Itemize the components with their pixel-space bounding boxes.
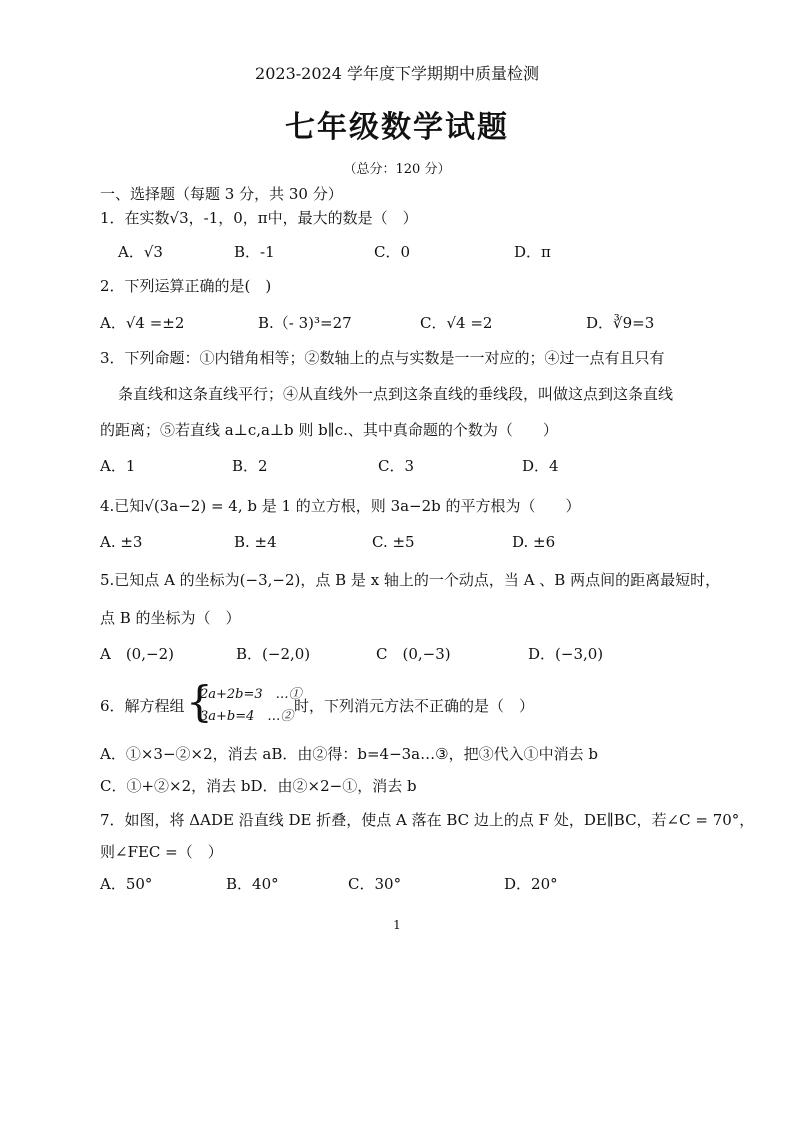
q4-option-d: D. ±6 [512, 533, 556, 551]
q1-option-a: A．√3 [118, 243, 163, 261]
question-1-stem: 1．在实数√3，-1，0，π中，最大的数是（ ） [100, 209, 418, 227]
question-3-line-3: 的距离；⑤若直线 a⊥c,a⊥b 则 b∥c.、其中真命题的个数为（ ） [100, 421, 558, 439]
question-3-line-1: 3．下列命题：①内错角相等；②数轴上的点与实数是一一对应的；④过一点有且只有 [100, 349, 665, 367]
page-title: 七年级数学试题 [285, 110, 509, 145]
q4-option-a: A. ±3 [100, 533, 143, 551]
q1-option-b: B．-1 [234, 243, 275, 261]
q2-option-b: B.（- 3)³=27 [258, 314, 352, 332]
q2-option-d: D．∛9=3 [586, 314, 655, 332]
q5-option-d: D．(−3,0) [528, 645, 604, 663]
equation-1: 2a+2b=3 …① [200, 687, 302, 702]
q3-option-c: C．3 [378, 457, 415, 475]
exam-period: 2023-2024 学年度下学期期中质量检测 [255, 64, 539, 83]
section-heading: 一、选择题（每题 3 分，共 30 分） [100, 185, 343, 203]
q4-option-c: C. ±5 [372, 533, 415, 551]
q7-option-b: B．40° [226, 875, 279, 893]
q5-option-a: A (0,−2) [100, 645, 174, 663]
q4-option-b: B. ±4 [234, 533, 277, 551]
question-6-lead: 6．解方程组 [100, 697, 185, 715]
q6-options-ab: A．①×3−②×2，消去 aB．由②得：b=4−3a…③，把③代入①中消去 b [100, 745, 598, 763]
total-score: （总分：120 分） [343, 162, 451, 177]
q3-option-d: D．4 [522, 457, 559, 475]
question-7-line-1: 7．如图，将 ΔADE 沿直线 DE 折叠，使点 A 落在 BC 边上的点 F 处，DE∥BC，若∠C = 70°， [100, 811, 755, 829]
question-5-line-1: 5.已知点 A 的坐标为(−3,−2)，点 B 是 x 轴上的一个动点，当 A 、B 两点间的距离最短时， [100, 571, 721, 589]
q2-option-c: C．√4 =2 [420, 314, 493, 332]
q5-option-b: B．(−2,0) [236, 645, 311, 663]
q7-option-c: C．30° [348, 875, 402, 893]
question-3-line-2: 条直线和这条直线平行；④从直线外一点到这条直线的垂线段，叫做这点到这条直线 [118, 385, 674, 403]
question-4-stem: 4.已知√(3a−2) = 4, b 是 1 的立方根，则 3a−2b 的平方根为（ ） [100, 497, 581, 515]
q7-option-a: A．50° [100, 875, 153, 893]
q2-option-a: A．√4 =±2 [100, 314, 185, 332]
page-number: 1 [393, 918, 401, 932]
q1-option-c: C．0 [374, 243, 411, 261]
equation-system [186, 677, 302, 728]
q6-options-cd: C．①+②×2，消去 bD．由②×2−①，消去 b [100, 777, 417, 795]
question-5-line-2: 点 B 的坐标为（ ） [100, 609, 241, 627]
question-7-line-2: 则∠FEC =（ ） [100, 843, 223, 861]
q5-option-c: C (0,−3) [376, 645, 451, 663]
equation-2: 3a+b=4 …② [200, 709, 294, 724]
brace-glyph: { [186, 677, 213, 726]
question-2-stem: 2．下列运算正确的是( ) [100, 277, 272, 295]
q3-option-a: A．1 [100, 457, 136, 475]
q7-option-d: D．20° [504, 875, 558, 893]
q3-option-b: B．2 [232, 457, 268, 475]
question-6-stem-tail: 时，下列消元方法不正确的是（ ） [294, 697, 535, 715]
q1-option-d: D．π [514, 243, 551, 261]
